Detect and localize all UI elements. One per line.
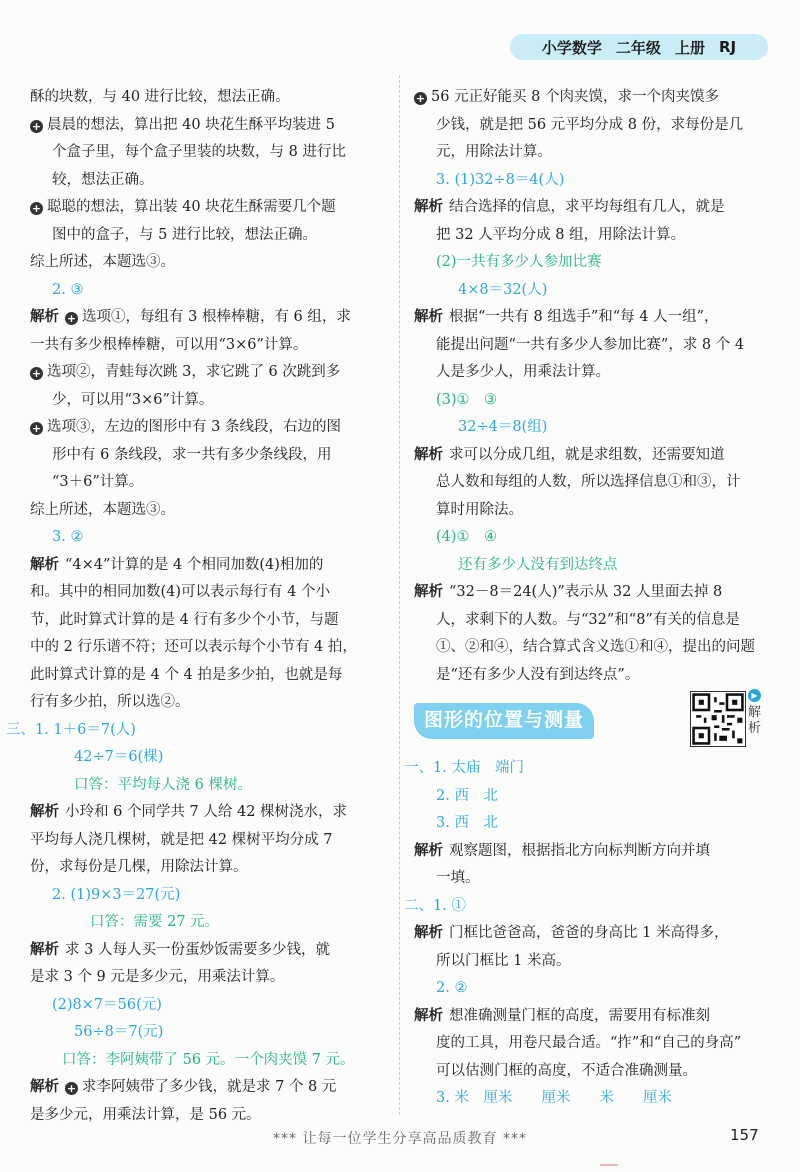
header-grade: 二年级 bbox=[615, 38, 661, 57]
answer-line: (2)8×7＝56(元) bbox=[52, 996, 162, 1013]
answer-line: 口答：李阿姨带了 56 元。一个肉夹馍 7 元。 bbox=[62, 1051, 355, 1068]
text-line: + 聪聪的想法，算出装 40 块花生酥需要几个题 bbox=[31, 199, 336, 215]
text-line: 人，求剩下的人数。与“32”和“8”有关的信息是 bbox=[436, 611, 740, 628]
answer-line: 3. 米 厘米 厘米 米 厘米 bbox=[436, 1090, 672, 1106]
answer-line: 42÷7＝6(棵) bbox=[74, 749, 164, 765]
text-line: 节，此时算式计算的是 4 行有多少个小节，与题 bbox=[30, 611, 339, 628]
analysis-label: 解析 bbox=[414, 925, 443, 941]
plus-bullet-icon: + bbox=[66, 1082, 77, 1095]
analysis-line: 解析 门框比爸爸高，爸爸的身高比 1 米高得多， bbox=[414, 925, 729, 941]
text-line: 度的工具，用卷尺最合适。“拃”和“自己的身高” bbox=[436, 1035, 742, 1051]
analysis-label: 解析 bbox=[414, 309, 443, 325]
text-line: 形中有 6 条线段，求一共有多少条线段，用 bbox=[52, 446, 332, 463]
analysis-line: 解析 “32－8＝24(人)”表示从 32 人里面去掉 8 bbox=[414, 584, 723, 600]
text-line: + 选项③，左边的图形中有 3 条线段，右边的图 bbox=[31, 419, 341, 435]
text-line: 元，用除法计算。 bbox=[436, 144, 552, 160]
plus-bullet-icon: + bbox=[31, 367, 42, 380]
section-header bbox=[414, 693, 770, 753]
text-line: 一填。 bbox=[436, 870, 480, 886]
text-line: + 晨晨的想法，算出把 40 块花生酥平均装进 5 bbox=[31, 116, 336, 133]
analysis-line: 解析 观察题图，根据指北方向标判断方向并填 bbox=[414, 842, 710, 859]
play-icon[interactable]: ▶ bbox=[748, 689, 761, 702]
text-line: 个盒子里，每个盒子里装的块数，与 8 进行比 bbox=[52, 144, 346, 160]
analysis-label: 解析 bbox=[30, 556, 59, 573]
decorative-mark bbox=[600, 1152, 618, 1166]
text-line: 总人数和每组的人数，所以选择信息①和③，计 bbox=[436, 474, 741, 490]
analysis-line: 解析 + 求李阿姨带了多少钱，就是求 7 个 8 元 bbox=[30, 1079, 337, 1095]
text-line: + 56 元正好能买 8 个肉夹馍，求一个肉夹馍多 bbox=[415, 89, 720, 105]
text-line: 一共有多少根棒棒糖，可以用“3×6”计算。 bbox=[30, 336, 308, 353]
text-line: 把 32 人平均分成 8 组，用除法计算。 bbox=[436, 226, 686, 243]
analysis-line: 解析 求 3 人每人买一份蛋炒饭需要多少钱，就 bbox=[30, 941, 330, 958]
answer-line: 三、1. 1＋6＝7(人) bbox=[6, 721, 136, 738]
answer-line: (4)① ④ bbox=[436, 529, 498, 545]
analysis-label: 解析 bbox=[414, 1007, 443, 1024]
text-line: 较，想法正确。 bbox=[52, 171, 154, 188]
analysis-label: 解析 bbox=[30, 309, 59, 325]
text-line: 综上所述，本题选③。 bbox=[30, 254, 175, 270]
column-divider bbox=[399, 75, 400, 1115]
qr-label: 解析 bbox=[748, 705, 762, 736]
analysis-line: 解析 小玲和 6 个同学共 7 人给 42 棵树浇水，求 bbox=[30, 804, 348, 820]
answer-line: 32÷4＝8(组) bbox=[458, 419, 548, 435]
answer-line: 口答：平均每人浇 6 棵树。 bbox=[74, 776, 252, 793]
text-line: 可以估测门框的高度，不适合准确测量。 bbox=[436, 1062, 697, 1079]
text-line: 此时算式计算的是 4 个 4 拍是多少拍，也就是每 bbox=[30, 666, 343, 683]
answer-line: 口答：需要 27 元。 bbox=[90, 914, 220, 930]
answer-line: 一、1. 太庙 端门 bbox=[404, 760, 524, 776]
answer-line: 还有多少人没有到达终点 bbox=[458, 556, 618, 573]
answer-line: 2. (1)9×3＝27(元) bbox=[52, 886, 181, 903]
header-bar bbox=[510, 34, 768, 60]
text-line: 中的 2 行乐谱不符；还可以表示每个小节有 4 拍， bbox=[30, 639, 357, 655]
analysis-label: 解析 bbox=[30, 1079, 59, 1095]
text-line: 能提出问题“一共有多少人参加比赛”，求 8 个 4 bbox=[436, 336, 745, 353]
answer-line: 56÷8＝7(元) bbox=[74, 1024, 164, 1040]
header-volume: 上册 bbox=[674, 38, 705, 57]
page-number: 157 bbox=[730, 1126, 759, 1144]
text-line: 人是多少人，用乘法计算。 bbox=[436, 364, 610, 380]
answer-line: 2. 西 北 bbox=[436, 787, 498, 804]
analysis-label: 解析 bbox=[414, 842, 443, 859]
left-column bbox=[6, 84, 390, 1129]
answer-line: 2. ③ bbox=[52, 281, 84, 298]
analysis-line: 解析 “4×4”计算的是 4 个相同加数(4)相加的 bbox=[30, 556, 324, 573]
analysis-line: 解析 + 选项①，每组有 3 根棒棒糖，有 6 组，求 bbox=[30, 309, 351, 325]
analysis-label: 解析 bbox=[414, 199, 443, 215]
answer-line: (2)一共有多少人参加比赛 bbox=[436, 254, 602, 270]
text-line: 算时用除法。 bbox=[436, 501, 523, 518]
header-edition: RJ bbox=[718, 38, 737, 56]
analysis-line: 解析 求可以分成几组，就是求组数，还需要知道 bbox=[414, 446, 725, 463]
text-line: + 选项②，青蛙每次跳 3，求它跳了 6 次跳到多 bbox=[31, 364, 341, 380]
answer-line: 3. (1)32÷8＝4(人) bbox=[436, 171, 565, 188]
text-line: 份，求每份是几棵，用除法计算。 bbox=[30, 859, 248, 875]
plus-bullet-icon: + bbox=[31, 202, 42, 215]
text-line: 所以门框比 1 米高。 bbox=[436, 952, 571, 969]
text-line: 综上所述，本题选③。 bbox=[30, 501, 175, 518]
answer-line: 4×8＝32(人) bbox=[458, 281, 548, 298]
analysis-line: 解析 想准确测量门框的高度，需要用有标准刻 bbox=[414, 1007, 710, 1024]
footer-slogan: *** 让每一位学生分享高品质教育 *** bbox=[273, 1131, 527, 1147]
analysis-label: 解析 bbox=[30, 941, 59, 958]
text-line: 和。其中的相同加数(4)可以表示每行有 4 个小 bbox=[30, 584, 330, 600]
text-line: 少，可以用“3×6”计算。 bbox=[52, 391, 214, 408]
section-title: 图形的位置与测量 bbox=[414, 703, 594, 739]
plus-bullet-icon: + bbox=[31, 422, 42, 435]
plus-bullet-icon: + bbox=[415, 92, 426, 105]
header-subject: 小学数学 bbox=[541, 38, 602, 57]
answer-line: (3)① ③ bbox=[436, 391, 498, 408]
answer-line: 3. ② bbox=[52, 529, 84, 545]
qr-code-icon[interactable] bbox=[690, 691, 746, 747]
text-line: 平均每人浇几棵树，就是把 42 棵树平均分成 7 bbox=[30, 831, 333, 848]
analysis-line: 解析 结合选择的信息，求平均每组有几人，就是 bbox=[414, 199, 725, 215]
right-column bbox=[404, 84, 770, 1113]
analysis-line: 解析 根据“一共有 8 组选手”和“每 4 人一组”， bbox=[414, 309, 719, 325]
answer-line: 二、1. ① bbox=[404, 897, 466, 914]
analysis-label: 解析 bbox=[30, 804, 59, 820]
text-line: 是“还有多少人没有到达终点”。 bbox=[436, 666, 640, 683]
answer-line: 2. ② bbox=[436, 980, 468, 996]
plus-bullet-icon: + bbox=[31, 119, 42, 133]
text-line: “3＋6”计算。 bbox=[52, 474, 144, 490]
text-line: ①、②和④，结合算式含义选①和④，提出的问题 bbox=[436, 639, 755, 655]
text-line: 少钱，就是把 56 元平均分成 8 份，求每份是几 bbox=[436, 116, 744, 133]
text-line: 是多少元，用乘法计算，是 56 元。 bbox=[30, 1106, 261, 1123]
answer-line: 3. 西 北 bbox=[436, 815, 498, 831]
text-line: 酥的块数，与 40 进行比较，想法正确。 bbox=[30, 89, 290, 105]
analysis-label: 解析 bbox=[414, 446, 443, 463]
text-line: 行有多少拍，所以选②。 bbox=[30, 694, 190, 710]
plus-bullet-icon: + bbox=[66, 312, 77, 325]
text-line: 是求 3 个 9 元是多少元，用乘法计算。 bbox=[30, 969, 285, 985]
analysis-label: 解析 bbox=[414, 584, 443, 600]
text-line: 图中的盒子，与 5 进行比较，想法正确。 bbox=[52, 226, 317, 243]
